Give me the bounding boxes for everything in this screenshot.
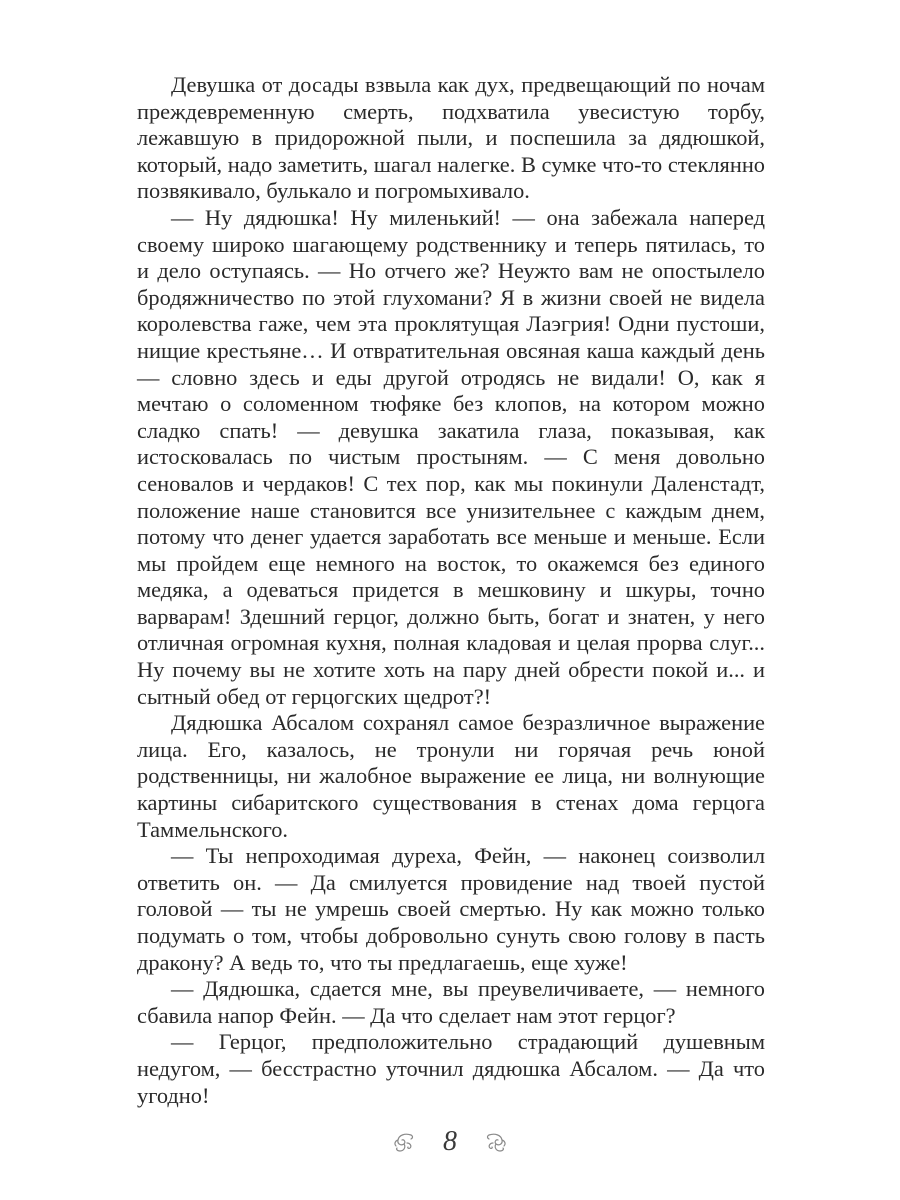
paragraph-4: — Ты непроходимая дуреха, Фейн, — наконец соизволил ответить он. — Да смилуется провидение над твоей пустой головой — ты не умрешь своей смертью. Ну как можно только подумать о том, чтобы добровольно сунуть свою голову в пасть дракону? А ведь то, что ты предлагаешь, еще хуже! bbox=[137, 843, 765, 975]
paragraph-2: — Ну дядюшка! Ну миленький! — она забежала наперед своему широко шагающему родственнику и теперь пятилась, то и дело оступаясь. — Но отчего же? Неужто вам не опостылело бродяжничество по этой глухомани? Я в жизни своей не видела королевства гаже, чем эта проклятущая Лаэгрия! Одни пустоши, нищие крестьяне… И отвратительная овсяная каша каждый день — словно здесь и еды другой отродясь не видали! О, как я мечтаю о соломенном тюфяке без клопов, на котором можно сладко спать! — девушка закатила глаза, показывая, как истосковалась по чистым простыням. — С меня довольно сеновалов и чердаков! С тех пор, как мы покинули Даленстадт, положение наше становится все унизительнее с каждым днем, потому что денег удается заработать все меньше и меньше. Если мы пройдем еще немного на восток, то окажемся без единого медяка, а одеваться придется в мешковину и шкуры, точно варварам! Здешний герцог, должно быть, богат и знатен, у него отличная огромная кухня, полная кладовая и целая прорва слуг... Ну почему вы не хотите хоть на пару дней обрести покой и... и сытный обед от герцогских щедрот?! bbox=[137, 204, 765, 709]
page-number: 8 bbox=[443, 1126, 457, 1157]
ornament-left-icon bbox=[391, 1129, 417, 1155]
paragraph-1: Девушка от досады взвыла как дух, предвещающий по ночам преждевременную смерть, подхватила увесистую торбу, лежавшую в придорожной пыли, и поспешила за дядюшкой, который, надо заметить, шагал налегке. В сумке что-то стеклянно позвякивало, булькало и погромыхивало. bbox=[137, 72, 765, 204]
ornament-right-icon bbox=[483, 1129, 509, 1155]
paragraph-6: — Герцог, предположительно страдающий душевным недугом, — бесстрастно уточнил дядюшка Абсалом. — Да что угодно! bbox=[137, 1029, 765, 1108]
paragraph-3: Дядюшка Абсалом сохранял самое безразличное выражение лица. Его, казалось, не тронули ни горячая речь юной родственницы, ни жалобное выражение ее лица, ни волнующие картины сибаритского существования в стенах дома герцога Таммельнского. bbox=[137, 710, 765, 842]
body-text bbox=[137, 72, 765, 1109]
page-footer bbox=[0, 1117, 900, 1167]
paragraph-5: — Дядюшка, сдается мне, вы преувеличиваете, — немного сбавила напор Фейн. — Да что сделает нам этот герцог? bbox=[137, 976, 765, 1028]
